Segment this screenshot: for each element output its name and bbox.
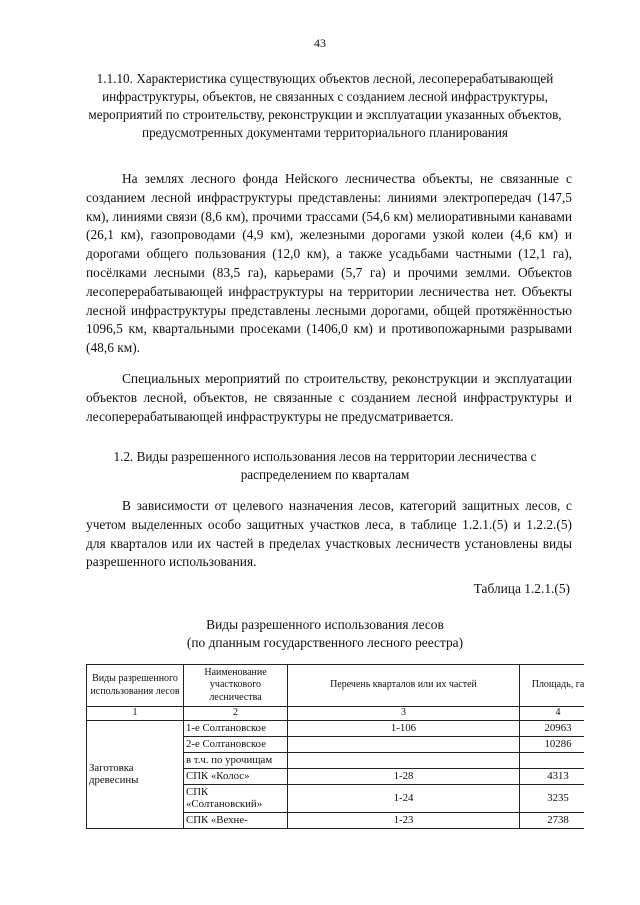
quarters-cell: 1-106 [288, 720, 520, 736]
quarters-cell: 1-24 [288, 784, 520, 812]
column-number: 1 [87, 707, 184, 721]
forestry-cell: СПК «Колос» [184, 768, 288, 784]
quarters-cell [288, 752, 520, 768]
header-quarters: Перечень кварталов или их частей [288, 665, 520, 707]
quarters-cell: 1-23 [288, 812, 520, 828]
table-column-numbers-row [87, 707, 585, 721]
area-cell: 10286 [520, 736, 585, 752]
section-1-1-10-paragraph-2: Специальных мероприятий по строительству, реконструкции и эксплуатации объектов лесной, объектов, не связанные с созданием лесной инфраструктуры и лесоперерабатывающей инфраструктуры не предусматривается. [86, 371, 572, 424]
page-number: 43 [314, 36, 326, 50]
table-row [87, 720, 585, 736]
use-type-cell: Заготовка древесины [87, 720, 184, 828]
header-use-type: Виды разрешенного использования лесов [87, 665, 184, 707]
forestry-cell: 1-е Солтановское [184, 720, 288, 736]
area-cell: 3235 [520, 784, 585, 812]
area-cell [520, 752, 585, 768]
area-cell: 2738 [520, 812, 585, 828]
header-forestry: Наименование участкового лесничества [184, 665, 288, 707]
area-cell: 4313 [520, 768, 585, 784]
header-area: Площадь, га [520, 665, 585, 707]
area-cell: 20963 [520, 720, 585, 736]
forest-use-table [86, 664, 584, 829]
column-number: 3 [288, 707, 520, 721]
section-1-2-paragraph: В зависимости от целевого назначения лесов, категорий защитных лесов, с учетом выделенных особо защитных участков леса, в таблице 1.2.1.(5) и 1.2.2.(5) для кварталов или их частей в пределах участковых лесничеств установлены виды разрешенного использования. [86, 498, 572, 570]
forestry-cell: СПК «Вехне- [184, 812, 288, 828]
table-title-line-1: Виды разрешенного использования лесов [206, 617, 444, 632]
table-title-line-2: (по дпанным государственного лесного реестра) [186, 635, 464, 650]
forestry-cell: в т.ч. по урочищам [184, 752, 288, 768]
quarters-cell: 1-28 [288, 768, 520, 784]
table-title [80, 616, 570, 652]
quarters-cell [288, 736, 520, 752]
table-header-row [87, 665, 585, 707]
forestry-cell: 2-е Солтановское [184, 736, 288, 752]
table-container [86, 664, 584, 834]
column-number: 4 [520, 707, 585, 721]
section-1-2-title: 1.2. Виды разрешенного использования лесов на территории лесничества с распределением по кварталам [113, 449, 537, 482]
section-1-1-10-title: 1.1.10. Характеристика существующих объектов лесной, лесоперерабатывающей инфраструктуры, объектов, не связанных с созданием лесной инфраструктуры, мероприятий по строительству, реконструкции и эксплуатации указанных объектов, предусмотренных документами территориального планирования [88, 71, 562, 140]
table-caption: Таблица 1.2.1.(5) [473, 581, 570, 596]
section-1-1-10-paragraph-1: На землях лесного фонда Нейского лесничества объекты, не связанные с созданием лесной инфраструктуры представлены: линиями электропередач (147,5 км), линиями связи (8,6 км), прочими трассами (54,6 км) мелиоративными канавами (26,1 км), газопроводами (4,9 км), железными дорогами узкой колеи (4,6 км) и дорогами общего пользования (12,0 км), а также усадьбами частными (12,1 га), посёлками лесными (83,5 га), карьерами (5,7 га) и прочими землми. Объектов лесоперерабатывающей инфраструктуры на территории лесничества нет. Объекты лесной инфраструктуры представлены лесными дорогами, общей протяжённостью 1096,5 км, квартальными просеками (1406,0 км) и противопожарными разрывами (48,6 км). [86, 171, 572, 356]
column-number: 2 [184, 707, 288, 721]
forestry-cell: СПК «Солтановский» [184, 784, 288, 812]
